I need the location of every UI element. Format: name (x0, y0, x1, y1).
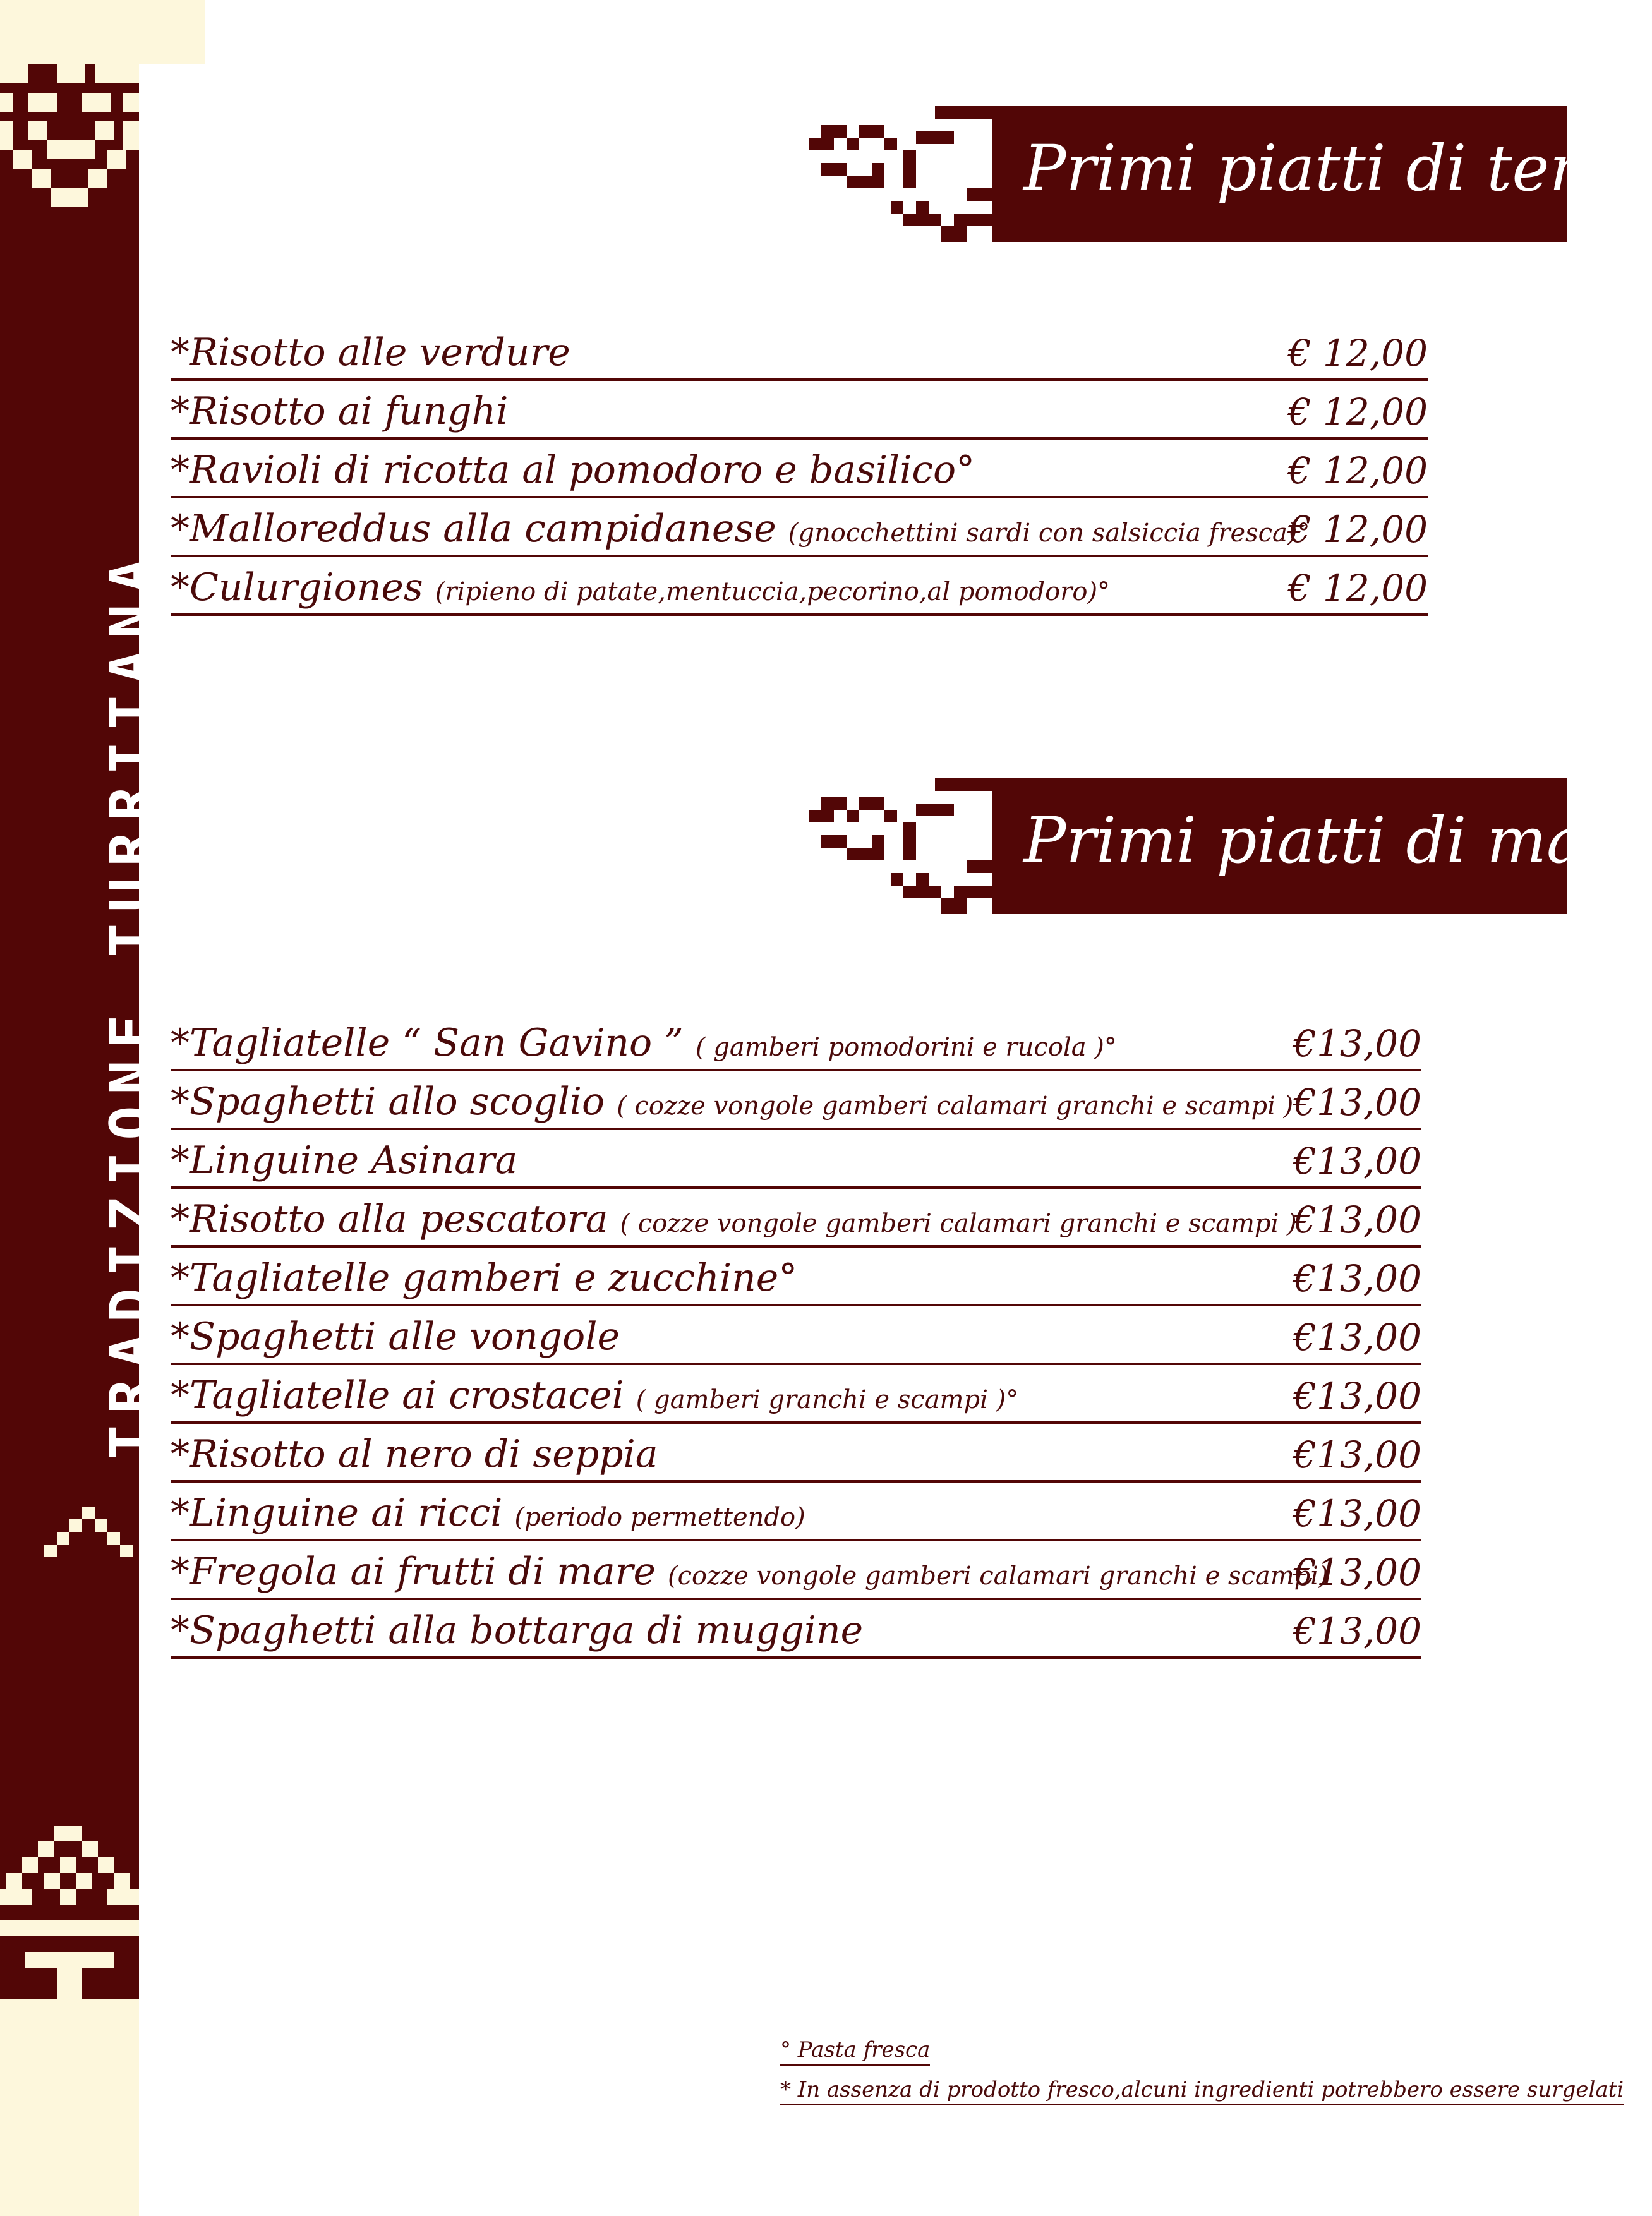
item-price: €13,00 (1293, 1257, 1421, 1300)
item-name: *Linguine ai ricci (periodo permettendo) (171, 1491, 805, 1535)
list-item (171, 1365, 1421, 1424)
list-item (171, 1013, 1421, 1071)
item-name: *Malloreddus alla campidanese (gnocchettini sardi con salsiccia fresca)° (171, 507, 1310, 551)
section-title: Primi piatti di terra (1023, 131, 1648, 205)
list-item (171, 1306, 1421, 1365)
item-name: *Risotto alla pescatora ( cozze vongole gamberi calamari granchi e scampi ) (171, 1197, 1297, 1241)
item-price: €13,00 (1293, 1316, 1421, 1359)
list-item (171, 1600, 1421, 1659)
list-item (171, 1189, 1421, 1248)
item-name: *Risotto ai funghi (171, 389, 509, 433)
list-item (171, 557, 1428, 616)
item-price: €13,00 (1293, 1375, 1421, 1418)
item-price: € 12,00 (1287, 449, 1428, 492)
item-price: €13,00 (1293, 1433, 1421, 1476)
item-price: € 12,00 (1287, 390, 1428, 433)
bottom-pattern-icon (0, 1826, 139, 2216)
footnotes (780, 2037, 1624, 2117)
item-name: *Spaghetti alle vongole (171, 1315, 620, 1359)
section-header-terra (809, 106, 1648, 245)
item-name: *Risotto al nero di seppia (171, 1432, 658, 1476)
section-title: Primi piatti di mare (1023, 804, 1652, 877)
item-price: €13,00 (1293, 1081, 1421, 1124)
corner-cream-block (0, 0, 205, 64)
list-item (171, 498, 1428, 557)
list-item (171, 1483, 1421, 1541)
top-pattern-icon (0, 64, 139, 229)
list-item (171, 1541, 1421, 1600)
item-name: *Tagliatelle “ San Gavino ” ( gamberi pomodorini e rucola )° (171, 1021, 1117, 1065)
pattern-icon (809, 778, 1017, 914)
menu-list-terra (171, 322, 1428, 616)
list-item (171, 1424, 1421, 1483)
item-name: *Spaghetti allo scoglio ( cozze vongole gamberi calamari granchi e scampi ) (171, 1080, 1294, 1124)
item-price: €13,00 (1293, 1140, 1421, 1183)
item-name: *Culurgiones (ripieno di patate,mentuccia,pecorino,al pomodoro)° (171, 565, 1111, 610)
list-item (171, 322, 1428, 381)
list-item (171, 440, 1428, 498)
item-price: €13,00 (1293, 1198, 1421, 1241)
item-name: *Fregola ai frutti di mare (cozze vongole gamberi calamari granchi e scampi) (171, 1550, 1329, 1594)
menu-list-mare (171, 1013, 1421, 1659)
item-price: €13,00 (1293, 1610, 1421, 1653)
item-name: *Spaghetti alla bottarga di muggine (171, 1608, 864, 1653)
item-name: *Tagliatelle gamberi e zucchine° (171, 1256, 798, 1300)
vertical-restaurant-title: TRADIZIONE TURRITANA (98, 547, 164, 1459)
item-price: € 12,00 (1287, 567, 1428, 610)
item-name: *Linguine Asinara (171, 1138, 518, 1183)
list-item (171, 1248, 1421, 1306)
list-item (171, 1071, 1421, 1130)
list-item (171, 1130, 1421, 1189)
item-price: €13,00 (1293, 1492, 1421, 1535)
footnote-frozen-ingredients: * In assenza di prodotto fresco,alcuni ingredienti potrebbero essere surgelati (780, 2077, 1624, 2105)
pattern-icon (809, 106, 1017, 242)
item-name: *Risotto alle verdure (171, 330, 570, 375)
section-header-mare (809, 778, 1652, 917)
item-name: *Ravioli di ricotta al pomodoro e basilico° (171, 448, 975, 492)
item-price: € 12,00 (1287, 332, 1428, 375)
footnote-fresh-pasta: ° Pasta fresca (780, 2037, 930, 2066)
list-item (171, 381, 1428, 440)
chevron-up-icon (44, 1507, 133, 1557)
item-name: *Tagliatelle ai crostacei ( gamberi granchi e scampi )° (171, 1373, 1019, 1418)
item-price: €13,00 (1293, 1022, 1421, 1065)
item-price: €13,00 (1293, 1551, 1421, 1594)
item-price: € 12,00 (1287, 508, 1428, 551)
